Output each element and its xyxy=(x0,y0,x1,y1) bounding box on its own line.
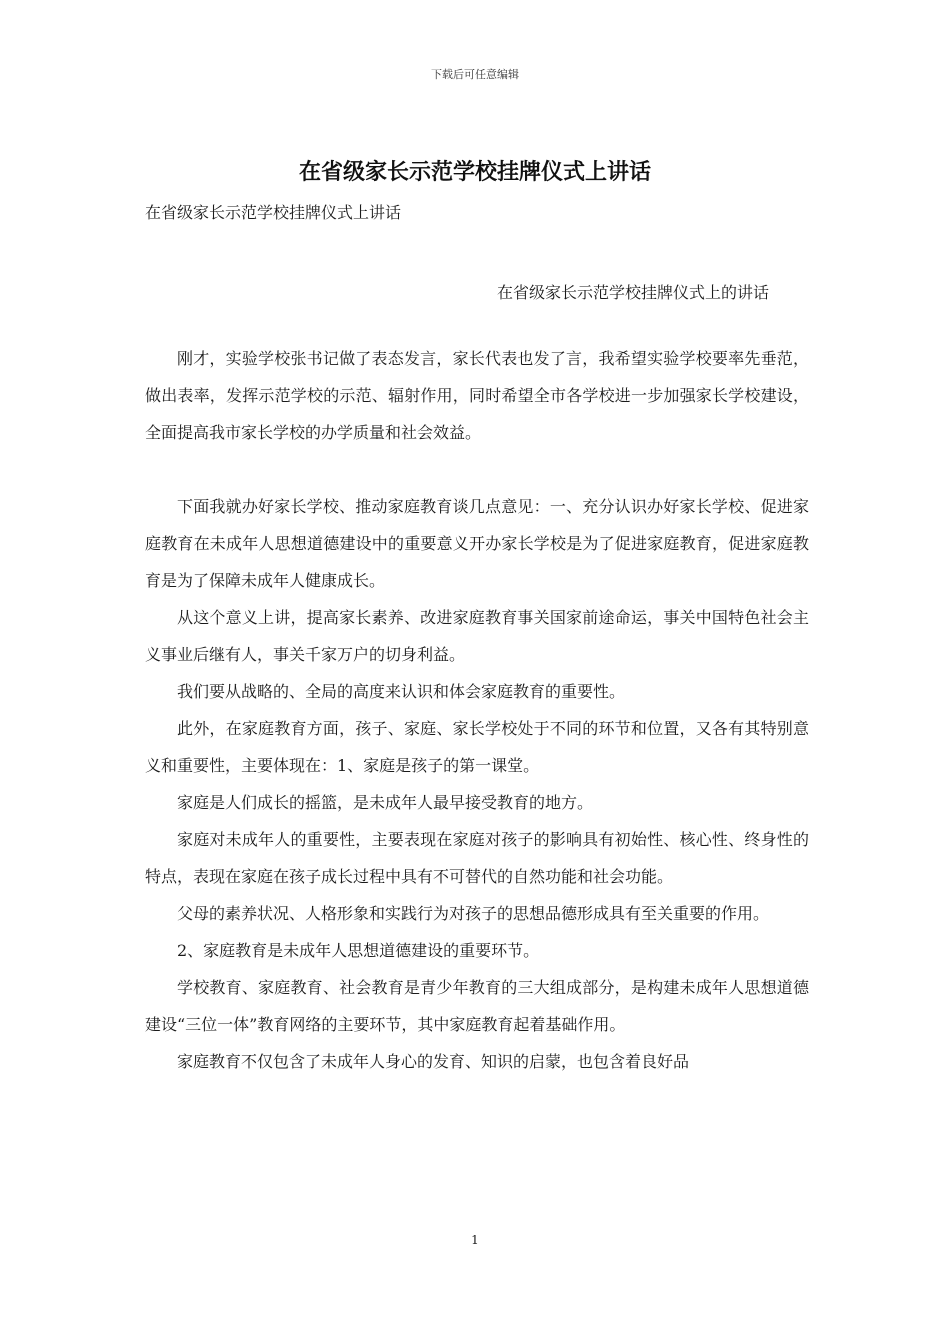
paragraph: 家庭教育不仅包含了未成年人身心的发育、知识的启蒙，也包含着良好品 xyxy=(177,1052,690,1071)
paragraph: 我们要从战略的、全局的高度来认识和体会家庭教育的重要性。 xyxy=(177,682,626,701)
paragraph: 2、家庭教育是未成年人思想道德建设的重要环节。 xyxy=(177,941,540,960)
paragraph: 从这个意义上讲，提高家长素养、改进家庭教育事关国家前途命运，事关中国特色社会主义事业后继有人，事关千家万户的切身利益。 xyxy=(145,608,809,664)
document-title: 在省级家长示范学校挂牌仪式上讲话 xyxy=(298,159,651,185)
header-note: 下载后可任意编辑 xyxy=(431,68,519,81)
paragraph: 父母的素养状况、人格形象和实践行为对孩子的思想品德形成具有至关重要的作用。 xyxy=(177,904,770,923)
page-number: 1 xyxy=(471,1233,479,1247)
paragraph: 此外，在家庭教育方面，孩子、家庭、家长学校处于不同的环节和位置，又各有其特别意义和重要性，主要体现在：1、家庭是孩子的第一课堂。 xyxy=(145,719,809,775)
paragraph: 刚才，实验学校张书记做了表态发言，家长代表也发了言，我希望实验学校要率先垂范，做出表率，发挥示范学校的示范、辐射作用，同时希望全市各学校进一步加强家长学校建设，全面提高我市家长学校的办学质量和社会效益。 xyxy=(145,349,809,442)
document-subtitle: 在省级家长示范学校挂牌仪式上讲话 xyxy=(145,203,402,222)
paragraph: 家庭对未成年人的重要性，主要表现在家庭对孩子的影响具有初始性、核心性、终身性的特点，表现在家庭在孩子成长过程中具有不可替代的自然功能和社会功能。 xyxy=(145,830,809,886)
speech-title-line: 在省级家长示范学校挂牌仪式上的讲话 xyxy=(497,283,770,302)
document-body xyxy=(145,340,809,1080)
paragraph: 家庭是人们成长的摇篮，是未成年人最早接受教育的地方。 xyxy=(177,793,594,812)
paragraph: 下面我就办好家长学校、推动家庭教育谈几点意见：一、充分认识办好家长学校、促进家庭教育在未成年人思想道德建设中的重要意义开办家长学校是为了促进家庭教育，促进家庭教育是为了保障未成年人健康成长。 xyxy=(145,497,809,590)
paragraph: 学校教育、家庭教育、社会教育是青少年教育的三大组成部分，是构建未成年人思想道德建设“三位一体”教育网络的主要环节，其中家庭教育起着基础作用。 xyxy=(145,978,809,1034)
